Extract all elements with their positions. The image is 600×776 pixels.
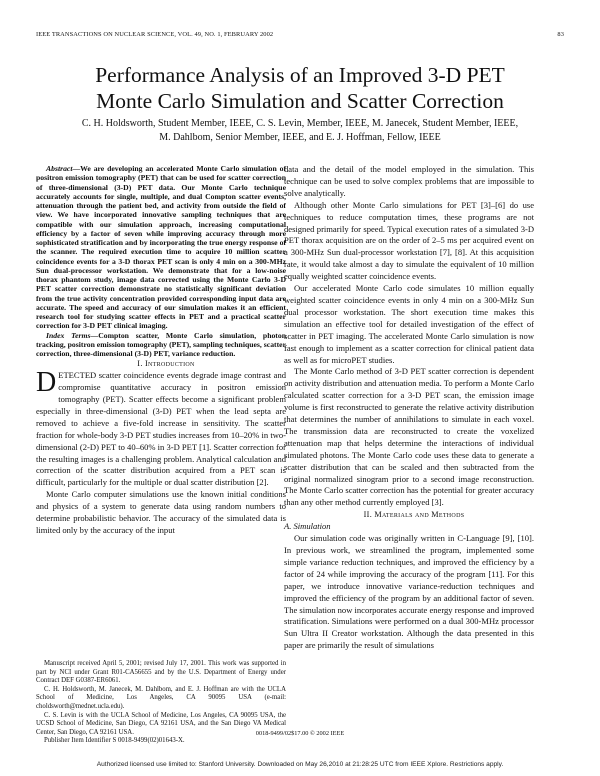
index-terms-text: Compton scatter, Monte Carlo simulation, photon tracking, positron emission tomography (PET), sampling techniques, scatter correction, three-dimensional (3-D) PET, variance reduction. xyxy=(36,330,286,358)
right-paragraph-4: Our simulation code was originally written in C-Language [9], [10]. In previous work, we streamlined the program, implemented some simple variance reduction techniques, and improved the efficiency by a factor of 24 while improving the accuracy of the program [11]. For this paper, we introduce innovative variance-reduction techniques and improved the efficiency of the program by an additional factor of seven. The simulation now incorporates accurate energy response and improved stratification. Simulations were performed on a dual 300-MHz processor Sun Ultra II Creator workstation. Although the data presented in this paper are primarily the result of simulations xyxy=(284,533,534,651)
right-paragraph-3: The Monte Carlo method of 3-D PET scatter correction is dependent on activity distribution and attenuation media. To perform a Monte Carlo calculated scatter correction for a 3-D PET scan, the emission image volume is first reconstructed to generate the relative activity distribution that determines the number of annihilations to simulate in each voxel. The transmission data are reconstructed to create the voxelized attenuation map that helps determine the interactions of individual simulated photons. The Monte Carlo code uses these data to generate a scatter distribution that can be scaled and then subtracted from the original normalized sinogram prior to a second image reconstruction. The Monte Carlo scatter correction has the potential for greater accuracy than any other method currently employed [3]. xyxy=(284,366,534,508)
left-column xyxy=(36,164,286,537)
right-paragraph-1: Although other Monte Carlo simulations for PET [3]–[6] do use techniques to reduce computation times, these programs are not designed primarily for speed. Typical execution rates of a simulated 3-D PET thorax acquisition are on the order of 2–5 ms per acquired event on a 300-MHz Sun dual-processor workstation [7], [8]. At this acquisition rate, it would take almost a day to simulate the equivalent of 10 million equally weighted scatter coincidence events. xyxy=(284,199,534,282)
abstract-label: Abstract— xyxy=(46,164,81,173)
title-line-2: Monte Carlo Simulation and Scatter Correction xyxy=(96,89,504,113)
abstract xyxy=(36,164,286,331)
page-number: 83 xyxy=(557,31,564,38)
running-header xyxy=(36,31,564,41)
footnote-affiliation-2: C. S. Levin is with the UCLA School of Medicine, Los Angeles, CA 90095 USA, the UCSD School of Medicine, San Diego, CA 92161 USA, and the San Diego VA Medical Center, San Diego, CA 92161 USA. xyxy=(36,711,286,736)
footnote-manuscript: Manuscript received April 5, 2001; revised July 17, 2001. This work was supported in part by NCI under Grant R01-CA56655 and by the U.S. Department of Energy under Contract DEF G0387-ER6061. xyxy=(36,660,286,685)
footnote-publisher-id: Publisher Item Identifier S 0018-9499(02)01643-X. xyxy=(44,737,185,745)
index-terms-label: Index Terms— xyxy=(46,330,99,340)
intro-paragraph-1-text: ETECTED scatter coincidence events degrade image contrast and compromise quantitative accuracy in positron emission tomography (PET). Scatter effects become a significant problem especially in three-dimensional (3-D) PET when the lead septa are removed to achieve a five-fold increase in sensitivity. The scatter fraction for whole-body 3-D PET studies increases from 10–20% in two-dimensional (2-D) PET to 40–60% in 3-D PET [1]. Scatter correction for the resulting images is a challenging problem. Analytical calculation and correction of the scatter distribution acquired from a PET scan is difficult, particularly for the multiple or dual scatter distribution [2]. xyxy=(36,370,286,488)
subsection-heading-simulation: A. Simulation xyxy=(284,521,331,532)
section-heading-introduction: I. Introduction xyxy=(137,359,195,369)
index-terms xyxy=(36,331,286,359)
title-line-1: Performance Analysis of an Improved 3-D PET xyxy=(95,63,505,87)
journal-header: IEEE TRANSACTIONS ON NUCLEAR SCIENCE, VOL. 49, NO. 1, FEBRUARY 2002 xyxy=(36,31,274,38)
intro-paragraph-2: Monte Carlo computer simulations use the known initial conditions and physics of a system to generate data using random numbers to determine probabilistic behavior. The accuracy of the simulated data is limited only by the accuracy of the input xyxy=(36,489,286,535)
authors-line-1: C. H. Holdsworth, Student Member, IEEE, C. S. Levin, Member, IEEE, M. Janecek, Student Member, IEEE, xyxy=(81,118,519,129)
section-heading-methods: II. Materials and Methods xyxy=(363,510,465,520)
paper-title xyxy=(30,62,570,114)
abstract-text: We are developing an accelerated Monte Carlo simulation of positron emission tomography (PET) that can be used for scatter correction of three-dimensional (3-D) PET data. Our Monte Carlo technique accurately accounts for single, multiple, and dual Compton scatter events, attenuation through the patient bed, and activity from outside the field of view. We have incorporated innovative sampling techniques that are compatible with our simulation approach, increasing computational efficiency by a factor of seven while improving accuracy through more sophisticated stratification and by incorporating the true energy response of the scanner. The required execution time to acquire 10 million scatter coincidence events for a 3-D thorax PET scan is only 4 min on a 300-MHz Sun dual-processor workstation. We demonstrate that for a low-noise thorax phantom study, image data corrected using the Monte Carlo 3-D PET scatter correction demonstrate no statistically significant deviation from the true activity concentration provided corresponding input data are accurate. The speed and accuracy of our simulation makes it an efficient research tool for studying scatter effects in PET and a practical scatter correction for 3-D PET clinical imaging. xyxy=(36,164,286,331)
intro-paragraph-1 xyxy=(36,367,286,489)
footnote-affiliation-1: C. H. Holdsworth, M. Janecek, M. Dahlbom, and E. J. Hoffman are with the UCLA School of Medicine, Los Angeles, CA 90095 USA (e-mail: choldsworth@mednet.ucla.edu). xyxy=(36,685,286,710)
authors-line-2: M. Dahlbom, Senior Member, IEEE, and E. J. Hoffman, Fellow, IEEE xyxy=(159,131,441,143)
license-notice: Authorized licensed use limited to: Stanford University. Downloaded on May 26,2010 at 21:28:25 UTC from IEEE Xplore. Restrictions apply. xyxy=(96,761,504,768)
right-paragraph-0: data and the detail of the model employed in the simulation. This technique can be used to solve complex problems that are impossible to solve analytically. xyxy=(284,164,534,198)
right-paragraph-2: Our accelerated Monte Carlo code simulates 10 million equally weighted scatter coincidence events in only 4 min on a 300-MHz Sun dual processor workstation. The short execution time makes this simulation an effective tool for detailed investigation of the effect of scatter in PET imaging. The accelerated Monte Carlo simulation is now fast enough to implement as a scatter correction for clinical patient data as well as for microPET studies. xyxy=(284,283,534,365)
drop-cap: D xyxy=(36,367,57,399)
author-list xyxy=(40,117,560,144)
copyright-line: 0018-9499/02$17.00 © 2002 IEEE xyxy=(255,730,345,737)
right-column xyxy=(284,164,534,652)
